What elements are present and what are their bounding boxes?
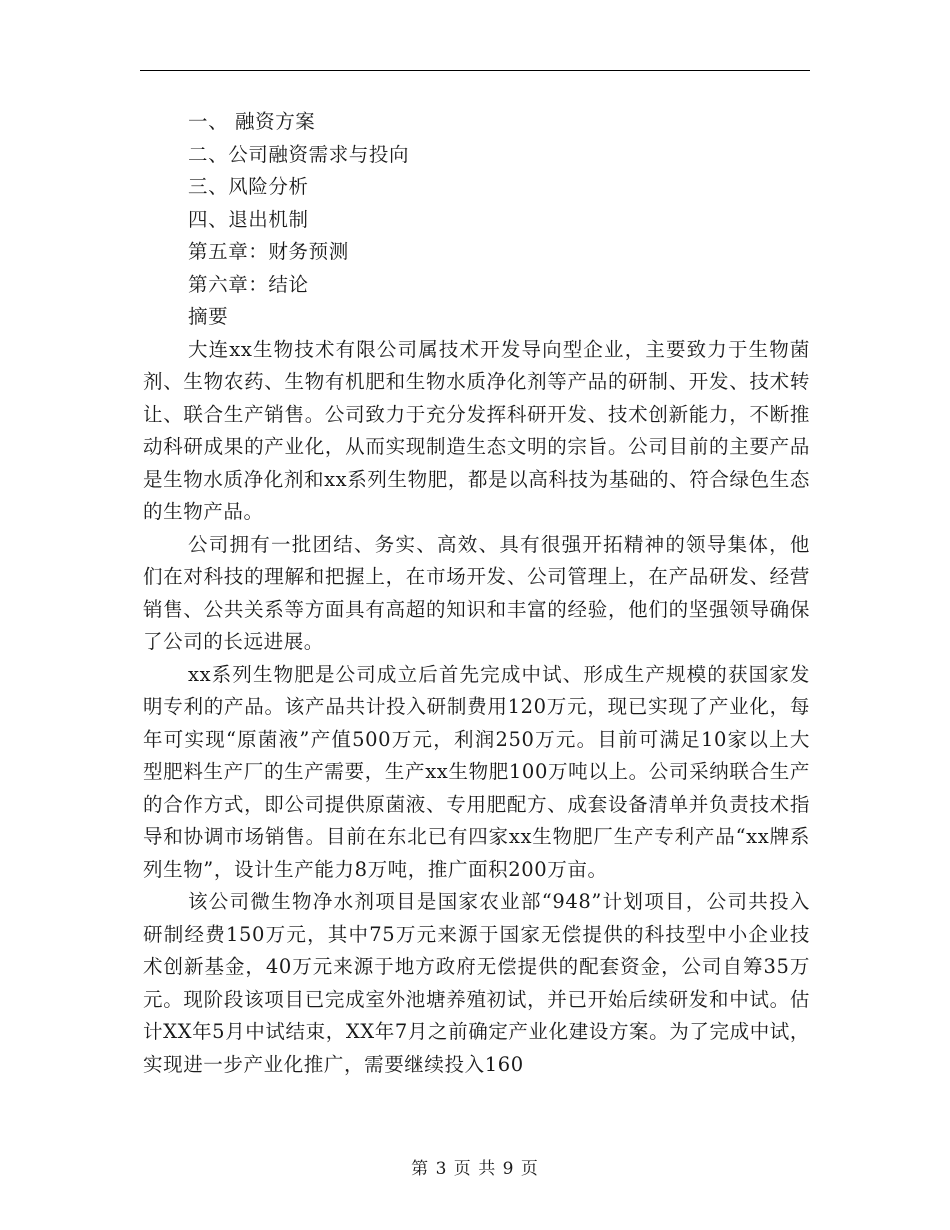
toc-item: 三、风险分析 <box>188 175 309 198</box>
table-of-contents <box>143 106 810 301</box>
toc-item: 二、公司融资需求与投向 <box>188 142 410 166</box>
body-paragraph: xx系列生物肥是公司成立后首先完成中试、形成生产规模的获国家发明专利的产品。该产品共计投入研制费用120万元，现已实现了产业化，每年可实现“原菌液”产值500万元，利润250万元。目前可满足10家以上大型肥料生产厂的生产需要，生产xx生物肥100万吨以上。公司采纳联合生产的合作方式，即公司提供原菌液、专用肥配方、成套设备清单并负责技术指导和协调市场销售。目前在东北已有四家xx生物肥厂生产专利产品“xx牌系列生物”，设计生产能力8万吨，推广面积200万亩。 <box>143 662 810 881</box>
page-number-footer: 第 3 页 共 9 页 <box>411 1159 539 1179</box>
body-paragraph: 该公司微生物净水剂项目是国家农业部“948”计划项目，公司共投入研制经费150万元，其中75万元来源于国家无偿提供的科技型中小企业技术创新基金，40万元来源于地方政府无偿提供的配套资金，公司自筹35万元。现阶段该项目已完成室外池塘养殖初试，并已开始后续研发和中试。估计XX年5月中试结束，XX年7月之前确定产业化建设方案。为了完成中试，实现进一步产业化推广，需要继续投入160 <box>143 890 810 1076</box>
toc-item: 第五章：财务预测 <box>188 240 349 263</box>
abstract-heading: 摘要 <box>188 305 229 328</box>
toc-item: 第六章：结论 <box>188 272 309 296</box>
header-rule <box>140 70 810 71</box>
body-paragraph: 大连xx生物技术有限公司属技术开发导向型企业，主要致力于生物菌剂、生物农药、生物有机肥和生物水质净化剂等产品的研制、开发、技术转让、联合生产销售。公司致力于充分发挥科研开发、技术创新能力，不断推动科研成果的产业化，从而实现制造生态文明的宗旨。公司目前的主要产品是生物水质净化剂和xx系列生物肥，都是以高科技为基础的、符合绿色生态的生物产品。 <box>143 337 810 523</box>
document-body <box>143 106 810 1081</box>
toc-item: 一、 融资方案 <box>188 110 316 133</box>
body-paragraph: 公司拥有一批团结、务实、高效、具有很强开拓精神的领导集体，他们在对科技的理解和把握上，在市场开发、公司管理上，在产品研发、经营销售、公共关系等方面具有高超的知识和丰富的经验，他们的坚强领导确保了公司的长远进展。 <box>143 532 810 653</box>
toc-item: 四、退出机制 <box>188 207 309 231</box>
